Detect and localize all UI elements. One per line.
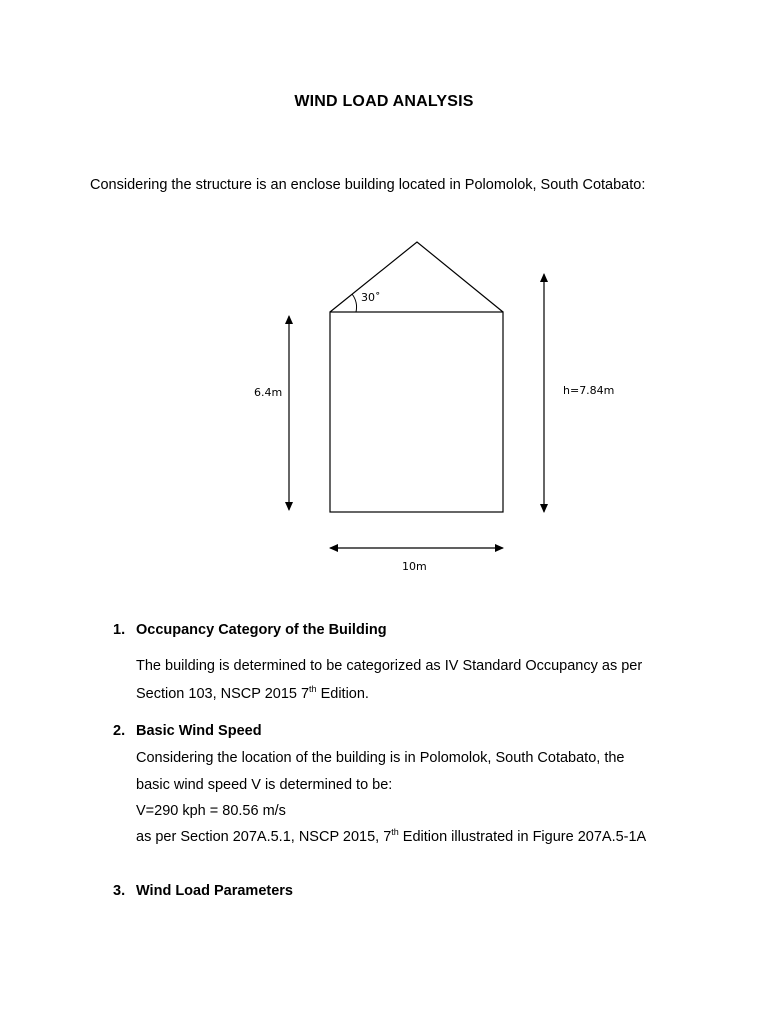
section-heading-wind-speed: Basic Wind Speed bbox=[136, 723, 262, 739]
total-height-label: h=7.84m bbox=[563, 384, 615, 397]
section-number: 3. bbox=[113, 883, 126, 899]
section-text-line bbox=[136, 686, 369, 702]
text-run: Edition. bbox=[316, 686, 369, 702]
intro-paragraph: Considering the structure is an enclose building located in Polomolok, South Cotabato: bbox=[90, 177, 646, 193]
document-title: WIND LOAD ANALYSIS bbox=[294, 93, 474, 110]
width-label: 10m bbox=[402, 560, 427, 573]
section-text-line: Considering the location of the building is in Polomolok, South Cotabato, the bbox=[136, 750, 625, 766]
section-heading-wind-parameters: Wind Load Parameters bbox=[136, 883, 293, 899]
section-text-line: The building is determined to be categorized as IV Standard Occupancy as per bbox=[136, 658, 643, 674]
roof-angle-label: 30˚ bbox=[361, 291, 381, 304]
text-run: Section 103, NSCP 2015 7 bbox=[136, 686, 310, 702]
roof-angle-arc bbox=[352, 294, 357, 312]
section-heading-occupancy: Occupancy Category of the Building bbox=[136, 622, 387, 638]
superscript: th bbox=[391, 827, 399, 838]
section-text-line bbox=[136, 829, 646, 845]
section-text-line: basic wind speed V is determined to be: bbox=[136, 777, 393, 793]
section-number: 1. bbox=[113, 622, 126, 638]
wall-height-label: 6.4m bbox=[254, 386, 283, 399]
superscript: th bbox=[309, 684, 317, 695]
building-wall bbox=[330, 312, 503, 512]
text-run: as per Section 207A.5.1, NSCP 2015, 7 bbox=[136, 829, 392, 845]
wind-speed-value: V=290 kph = 80.56 m/s bbox=[136, 803, 286, 819]
text-run: Edition illustrated in Figure 207A.5-1A bbox=[398, 829, 647, 845]
roof-outline bbox=[330, 242, 503, 312]
section-number: 2. bbox=[113, 723, 126, 739]
